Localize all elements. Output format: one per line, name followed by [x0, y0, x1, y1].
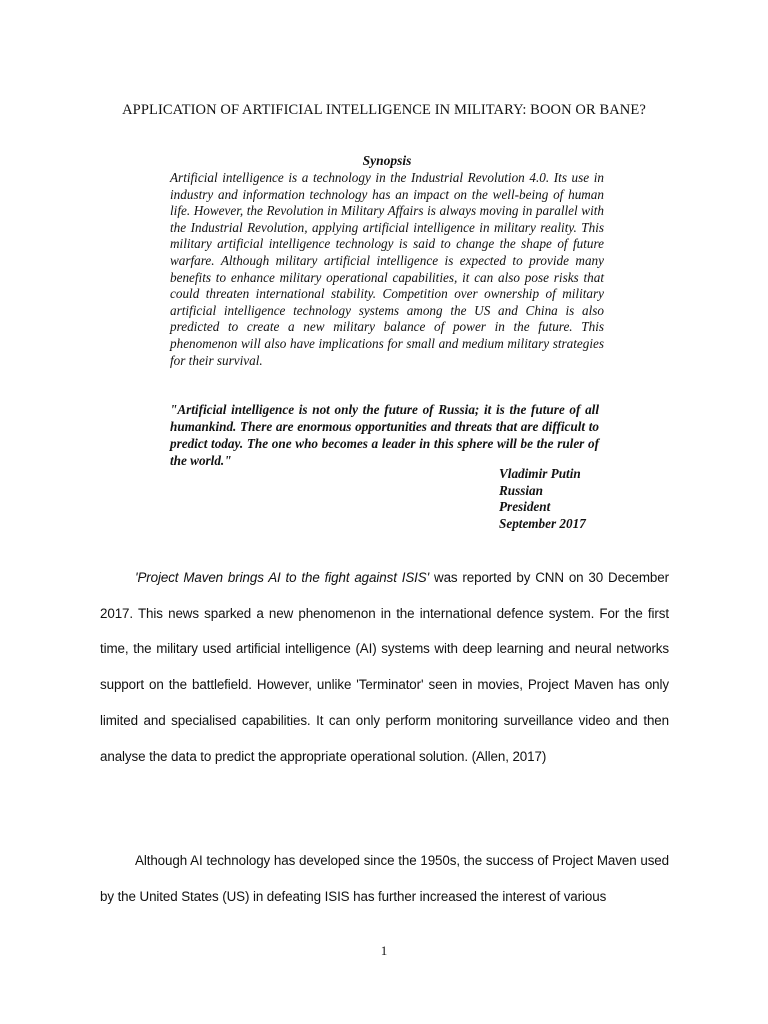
page-number: 1	[380, 943, 388, 958]
attribution-nationality: Russian	[499, 482, 543, 498]
paragraph-text: was reported by CNN on 30 December 2017. This news sparked a new phenomenon in the international defence system. For the first time, the military used artificial intelligence (AI) systems with deep learning and neural networks support on the battlefield. However, unlike 'Terminator' seen in movies, Project Maven has only limited and specialised capabilities. It can only perform monitoring surveillance video and then analyse the data to predict the appropriate operational solution. (Allen, 2017)	[100, 570, 669, 764]
synopsis-body: Artificial intelligence is a technology in the Industrial Revolution 4.0. Its use in industry and information technology has an impact on the well-being of human life. However, the Revolution in Military Affairs is always moving in parallel with the Industrial Revolution, applying artificial intelligence in military reality. This military artificial intelligence technology is said to change the shape of future warfare. Although military artificial intelligence is expected to provide many benefits to enhance military operational capabilities, it can also pose risks that could threaten international stability. Competition over ownership of military artificial intelligence technology systems among the US and China is also predicted to create a new military balance of power in the future. This phenomenon will also have implications for small and medium military strategies for their survival.	[170, 170, 604, 368]
attribution-name: Vladimir Putin	[499, 466, 581, 481]
quote-attribution	[499, 466, 659, 532]
attribution-date: September 2017	[499, 515, 586, 531]
body-paragraph	[100, 843, 669, 914]
body-paragraph	[100, 560, 669, 774]
attribution-role: President	[499, 499, 551, 514]
paragraph-text: Although AI technology has developed since the 1950s, the success of Project Maven used by the United States (US) in defeating ISIS has further increased the interest of various	[100, 853, 669, 904]
page-title: APPLICATION OF ARTIFICIAL INTELLIGENCE IN MILITARY: BOON OR BANE?	[122, 102, 646, 118]
synopsis-heading: Synopsis	[362, 153, 412, 168]
paragraph-lead-quote: 'Project Maven brings AI to the fight against ISIS'	[135, 570, 430, 585]
epigraph-quote: "Artificial intelligence is not only the future of Russia; it is the future of all humankind. There are enormous opportunities and threats that are difficult to predict today. The one who becomes a leader in this sphere will be the ruler of the world."	[170, 402, 599, 468]
